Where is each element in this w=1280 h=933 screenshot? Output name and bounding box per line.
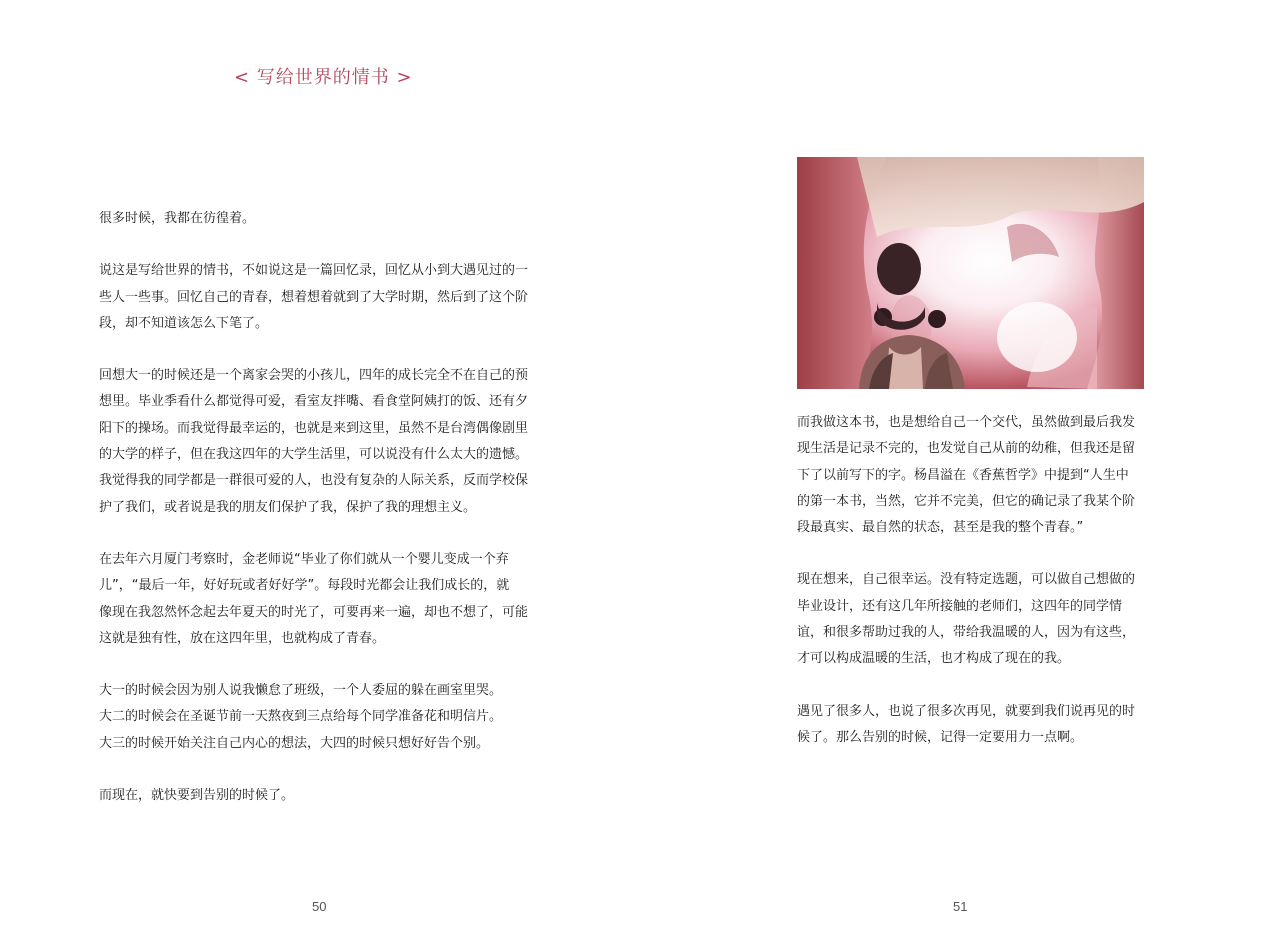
woman-in-pink-canyon-photo [797, 157, 1144, 389]
text-line: 想里。毕业季看什么都觉得可爱，看室友拌嘴、看食堂阿姨打的饭、还有夕 [99, 394, 529, 410]
text-line: 现生活是记录不完的，也发觉自己从前的幼稚，但我还是留 [797, 441, 1136, 457]
left-page-body [99, 206, 549, 835]
text-line: 很多时候，我都在彷徨着。 [99, 211, 256, 226]
text-line: 段，却不知道该怎么下笔了。 [99, 315, 269, 331]
text-line: 的大学的样子，但在我这四年的大学生活里，可以说没有什么太大的遗憾。 [99, 447, 529, 463]
text-line: 的第一本书，当然，它并不完美，但它的确记录了我某个阶 [797, 493, 1136, 509]
text-line: 这就是独有性，放在这四年里，也就构成了青春。 [99, 630, 386, 646]
text-line: 护了我们，或者说是我的朋友们保护了我，保护了我的理想主义。 [99, 499, 477, 515]
text-line: 下了以前写下的字。杨昌溢在《香蕉哲学》中提到“人生中 [797, 467, 1129, 483]
text-line: 而我做这本书，也是想给自己一个交代，虽然做到最后我发 [797, 415, 1136, 430]
text-line: 谊，和很多帮助过我的人，带给我温暖的人，因为有这些， [797, 625, 1136, 641]
page-number-left: 50 [312, 899, 327, 914]
paragraph [797, 699, 1152, 752]
text-line: 毕业设计，还有这几年所接触的老师们，这四年的同学情 [797, 598, 1123, 614]
paragraph [797, 410, 1152, 541]
text-line: 像现在我忽然怀念起去年夏天的时光了，可要再来一遍，却也不想了，可能 [99, 604, 529, 620]
paragraph [99, 258, 549, 337]
text-line: 而现在，就快要到告别的时候了。 [99, 788, 295, 804]
text-line: 儿”，“最后一年，好好玩或者好好学”。每段时光都会让我们成长的，就 [99, 578, 510, 594]
paragraph [99, 678, 549, 757]
right-page [640, 0, 1280, 933]
paragraph [99, 206, 549, 232]
chapter-title: < 写给世界的情书 > [234, 67, 413, 88]
text-line: 我觉得我的同学都是一群很可爱的人，也没有复杂的人际关系，反而学校保 [99, 473, 529, 489]
text-line: 说这是写给世界的情书，不如说这是一篇回忆录，回忆从小到大遇见过的一 [99, 263, 529, 279]
text-line: 遇见了很多人，也说了很多次再见，就要到我们说再见的时 [797, 703, 1136, 719]
text-line: 阳下的操场。而我觉得最幸运的，也就是来到这里，虽然不是台湾偶像剧里 [99, 420, 529, 436]
text-line: 大一的时候会因为别人说我懒怠了班级，一个人委屈的躲在画室里哭。 [99, 683, 503, 699]
paragraph [99, 363, 549, 521]
text-line: 大三的时候开始关注自己内心的想法，大四的时候只想好好告个别。 [99, 735, 490, 751]
text-line: 大二的时候会在圣诞节前一天熬夜到三点给每个同学准备花和明信片。 [99, 709, 503, 725]
text-line: 在去年六月厦门考察时，金老师说“毕业了你们就从一个婴儿变成一个弃 [99, 551, 509, 567]
page-number-right: 51 [953, 899, 968, 914]
text-line: 现在想来，自己很幸运。没有特定选题，可以做自己想做的 [797, 572, 1136, 588]
paragraph [99, 547, 549, 652]
text-line: 才可以构成温暖的生活，也才构成了现在的我。 [797, 651, 1071, 667]
right-page-body [797, 410, 1152, 777]
paragraph [797, 567, 1152, 672]
text-line: 些人一些事。回忆自己的青春，想着想着就到了大学时期，然后到了这个阶 [99, 289, 529, 305]
text-line: 回想大一的时候还是一个离家会哭的小孩儿，四年的成长完全不在自己的预 [99, 368, 529, 384]
text-line: 候了。那么告别的时候，记得一定要用力一点啊。 [797, 729, 1084, 745]
paragraph [99, 783, 549, 809]
text-line: 段最真实、最自然的状态，甚至是我的整个青春。” [797, 520, 1084, 536]
